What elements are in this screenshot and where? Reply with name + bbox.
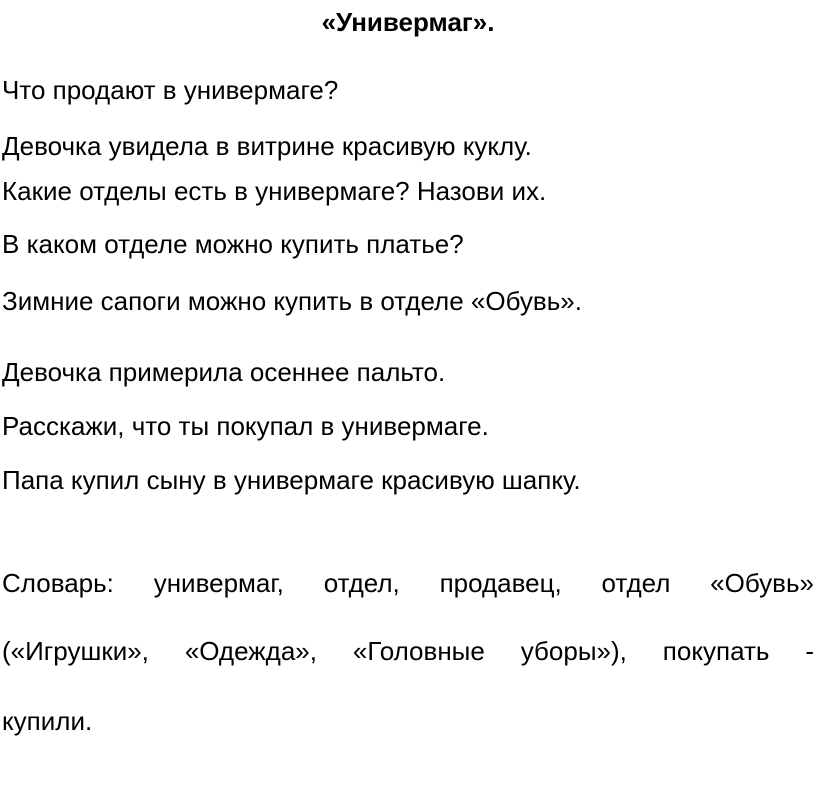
vocabulary-word: покупать bbox=[662, 636, 770, 666]
question-line-5: Зимние сапоги можно купить в отделе «Обувь». bbox=[2, 286, 582, 316]
vocabulary-word: - bbox=[805, 636, 814, 666]
question-line-1: Что продают в универмаге? bbox=[2, 75, 339, 105]
vocabulary-word: продавец, bbox=[439, 568, 562, 598]
question-line-2: Девочка увидела в витрине красивую куклу. bbox=[2, 131, 532, 161]
vocabulary-line-1 bbox=[2, 567, 814, 599]
vocabulary-word: «Обувь» bbox=[710, 568, 814, 598]
vocabulary-word: Словарь: bbox=[2, 568, 114, 598]
question-line-3: Какие отделы есть в универмаге? Назови их. bbox=[2, 176, 547, 206]
vocabulary-word: отдел bbox=[601, 568, 671, 598]
question-line-4: В каком отделе можно купить платье? bbox=[2, 229, 464, 259]
vocabulary-word: универмаг, bbox=[153, 568, 284, 598]
vocabulary-word: отдел, bbox=[323, 568, 400, 598]
page-title: «Универмаг». bbox=[321, 7, 495, 37]
vocabulary-word: «Головные bbox=[352, 636, 485, 666]
vocabulary-line-2 bbox=[2, 635, 814, 667]
vocabulary-word: («Игрушки», bbox=[2, 636, 149, 666]
question-line-8: Папа купил сыну в универмаге красивую шапку. bbox=[2, 465, 581, 495]
question-line-6: Девочка примерила осеннее пальто. bbox=[2, 357, 446, 387]
vocabulary-line-3: купили. bbox=[2, 706, 93, 736]
question-line-7: Расскажи, что ты покупал в универмаге. bbox=[2, 411, 489, 441]
vocabulary-word: уборы»), bbox=[520, 636, 627, 666]
vocabulary-word: «Одежда», bbox=[184, 636, 317, 666]
